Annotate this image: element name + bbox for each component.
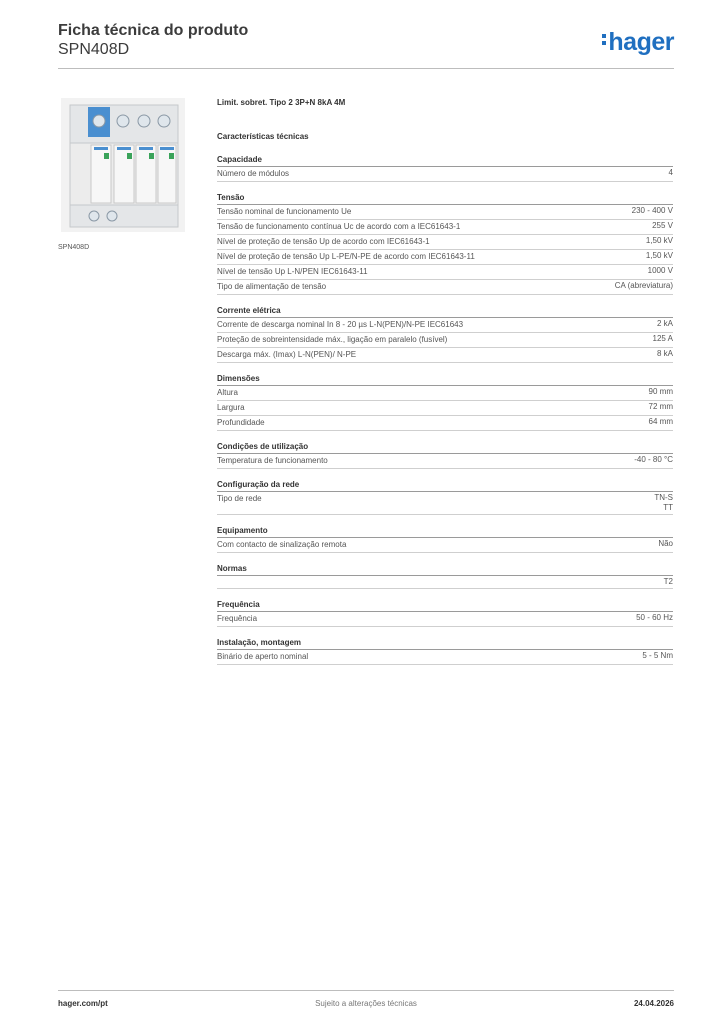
section-title: Condições de utilização: [217, 441, 673, 454]
hager-logo: hager: [602, 28, 674, 57]
spec-section: [217, 637, 673, 665]
section-title: Equipamento: [217, 525, 673, 538]
spec-value-line: 230 - 400 V: [631, 206, 673, 215]
logo-dots-icon: [602, 31, 607, 48]
spec-section: [217, 441, 673, 469]
product-image: [58, 95, 188, 235]
spec-value: [654, 493, 673, 513]
spec-value: [652, 221, 673, 233]
spec-value-line: CA (abreviatura): [614, 281, 673, 290]
spec-section: [217, 154, 673, 182]
spec-row: [217, 538, 673, 553]
spec-row: [217, 220, 673, 235]
spec-row: [217, 318, 673, 333]
spec-value: [632, 206, 673, 218]
page-header: [58, 20, 674, 69]
characteristics-title: Características técnicas: [217, 132, 309, 141]
spec-value-line: TN-S: [654, 493, 673, 502]
spec-value-line: 72 mm: [648, 402, 673, 411]
spec-label: Proteção de sobreintensidade máx., ligação em paralelo (fusível): [217, 335, 448, 344]
section-title: Instalação, montagem: [217, 637, 673, 650]
spec-value: [634, 455, 673, 467]
spec-value: [648, 266, 673, 278]
spec-section: [217, 599, 673, 627]
spec-row: [217, 235, 673, 250]
spec-row: [217, 205, 673, 220]
spec-label: Descarga máx. (Imax) L-N(PEN)/ N-PE: [217, 350, 357, 359]
section-title: Normas: [217, 563, 673, 576]
page-footer: [58, 990, 674, 1011]
page-title: Ficha técnica do produto: [58, 22, 249, 39]
spec-value-line: T2: [663, 577, 673, 586]
spec-value-line: 2 kA: [656, 319, 673, 328]
spec-label: Temperatura de funcionamento: [217, 456, 328, 465]
footer-date: 24.04.2026: [633, 999, 674, 1008]
spec-value-line: 1000 V: [647, 266, 673, 275]
spec-row: [217, 250, 673, 265]
spec-section: [217, 373, 673, 431]
spec-row: [217, 401, 673, 416]
spec-value: [657, 319, 673, 331]
spec-value-line: 1,50 kV: [645, 236, 673, 245]
spec-label: Nível de tensão Up L-N/PEN IEC61643-11: [217, 267, 368, 276]
spec-value: [649, 387, 673, 399]
spec-row: [217, 650, 673, 665]
spec-label: Tensão de funcionamento contínua Uc de acordo com a IEC61643-1: [217, 222, 461, 231]
spec-row: [217, 454, 673, 469]
spec-value-line: 1,50 kV: [645, 251, 673, 260]
spec-sections: [217, 154, 673, 665]
spec-value-line: 125 A: [652, 334, 673, 343]
spec-row: [217, 492, 673, 515]
footer-notice: Sujeito a alterações técnicas: [315, 999, 417, 1008]
spec-row: [217, 333, 673, 348]
spec-section: [217, 192, 673, 295]
spec-value-line: 8 kA: [656, 349, 673, 358]
spec-row: [217, 416, 673, 431]
spec-row: [217, 280, 673, 295]
spec-value-line: 255 V: [652, 221, 673, 230]
spec-value: [664, 577, 673, 587]
section-title: Configuração da rede: [217, 479, 673, 492]
spec-value-line: 4: [668, 168, 673, 177]
spec-value: [649, 417, 673, 429]
image-caption: SPN408D: [58, 244, 90, 251]
spec-label: Tipo de alimentação de tensão: [217, 282, 327, 291]
spec-label: Corrente de descarga nominal In 8 - 20 µs L-N(PEN)/N-PE IEC61643: [217, 320, 464, 329]
spec-label: Altura: [217, 388, 238, 397]
spec-label: Nível de proteção de tensão Up L-PE/N-PE de acordo com IEC61643-11: [217, 252, 475, 261]
spec-value: [642, 651, 673, 663]
spec-row: [217, 265, 673, 280]
spec-value-line: -40 - 80 °C: [634, 455, 673, 464]
section-title: Frequência: [217, 599, 673, 612]
section-title: Dimensões: [217, 373, 673, 386]
product-name: Limit. sobret. Tipo 2 3P+N 8kA 4M: [217, 98, 346, 107]
spec-value: [636, 613, 673, 625]
section-title: Tensão: [217, 192, 673, 205]
datasheet-content: [217, 96, 673, 665]
spec-row: [217, 167, 673, 182]
spec-label: Nível de proteção de tensão Up de acordo com IEC61643-1: [217, 237, 430, 246]
spec-value: [658, 539, 673, 551]
spec-value: [646, 251, 673, 263]
spec-row: [217, 612, 673, 627]
footer-website[interactable]: hager.com/pt: [58, 999, 108, 1008]
spec-label: Com contacto de sinalização remota: [217, 540, 347, 549]
spec-section: [217, 305, 673, 363]
spec-section: [217, 479, 673, 515]
spec-row: [217, 386, 673, 401]
spec-label: Binário de aperto nominal: [217, 652, 309, 661]
product-code: SPN408D: [58, 41, 130, 58]
spec-label: Tensão nominal de funcionamento Ue: [217, 207, 352, 216]
spec-value: [646, 236, 673, 248]
spec-row: [217, 576, 673, 589]
spec-label: Profundidade: [217, 418, 265, 427]
spec-value-line: TT: [663, 503, 673, 512]
spec-value: [615, 281, 673, 293]
spec-section: [217, 525, 673, 553]
spec-value-line: 5 - 5 Nm: [642, 651, 673, 660]
section-title: Capacidade: [217, 154, 673, 167]
spec-label: Frequência: [217, 614, 258, 623]
spec-value-line: 50 - 60 Hz: [636, 613, 673, 622]
spec-value-line: Não: [658, 539, 673, 548]
spec-label: Largura: [217, 403, 245, 412]
spec-value-line: 64 mm: [648, 417, 673, 426]
spec-section: [217, 563, 673, 589]
spec-value: [653, 334, 673, 346]
section-title: Corrente elétrica: [217, 305, 673, 318]
spec-value-line: 90 mm: [648, 387, 673, 396]
spec-value: [649, 402, 673, 414]
spec-label: Número de módulos: [217, 169, 290, 178]
spec-value: [669, 168, 673, 180]
spec-row: [217, 348, 673, 363]
spec-value: [657, 349, 673, 361]
spec-label: Tipo de rede: [217, 494, 262, 503]
